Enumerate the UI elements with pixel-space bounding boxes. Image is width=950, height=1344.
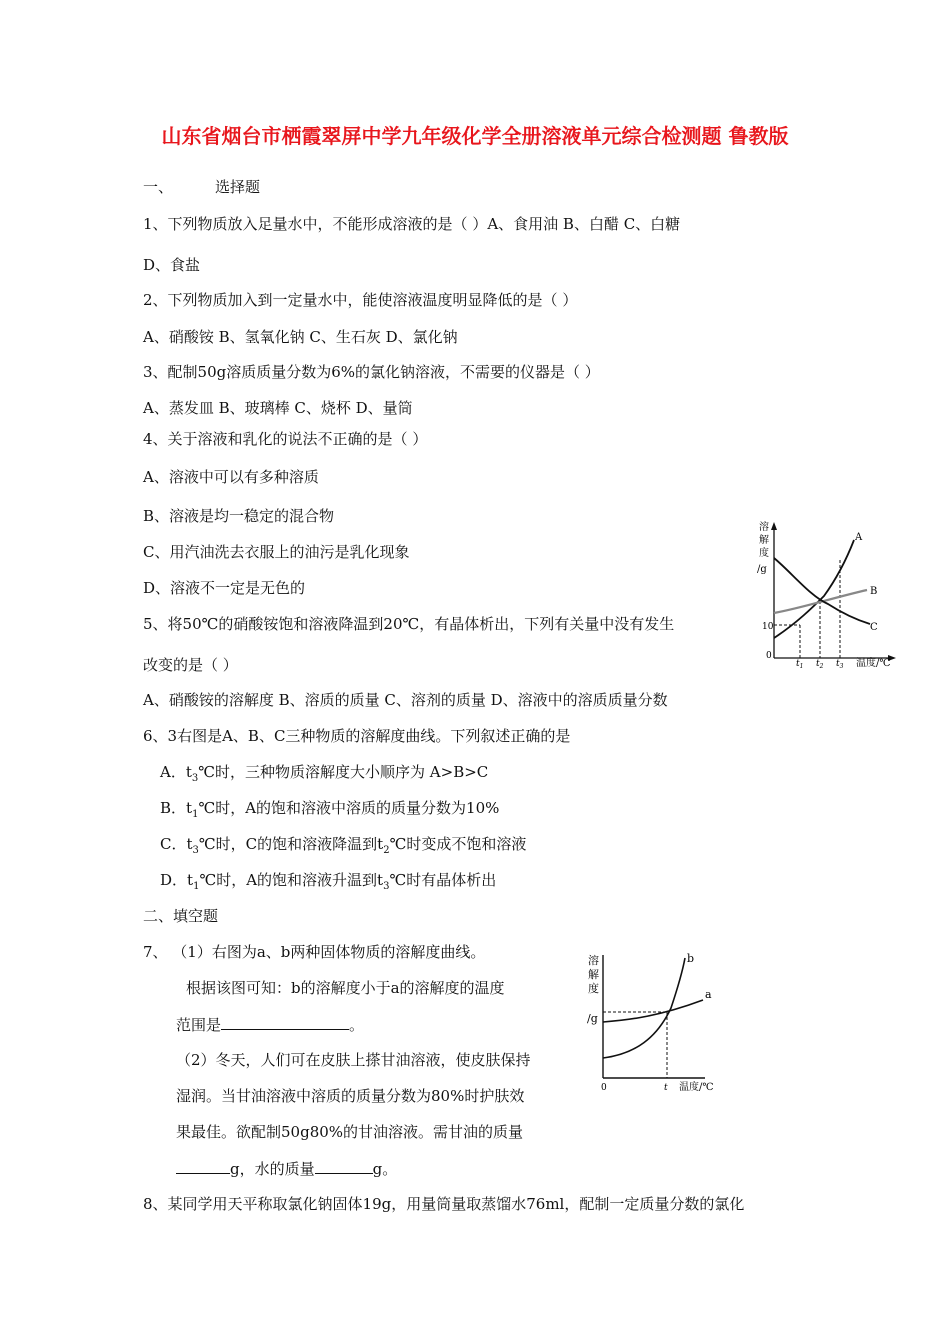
question-1-option-d: D、食盐 bbox=[143, 256, 201, 274]
answer-blank[interactable] bbox=[176, 1158, 230, 1174]
y-axis-arrow bbox=[771, 522, 777, 530]
question-4-option-c: C、用汽油洗去衣服上的油污是乳化现象 bbox=[143, 543, 410, 561]
question-6-option-b: B．$t_1℃$时，A的饱和溶液中溶质的质量分数为10% bbox=[160, 799, 500, 820]
curve-b bbox=[774, 590, 867, 613]
question-7-line-6: 果最佳。欲配制50g80%的甘油溶液。需甘油的质量 bbox=[176, 1123, 524, 1141]
question-5: 5、将50℃的硝酸铵饱和溶液降温到20℃，有晶体析出，下列有关量中没有发生 bbox=[143, 615, 675, 633]
question-6-option-c: C．$t_3℃$时，C的饱和溶液降温到$t_2℃$时变成不饱和溶液 bbox=[160, 835, 527, 856]
y-label-1: 溶 bbox=[759, 522, 769, 533]
question-4: 4、关于溶液和乳化的说法不正确的是（ ） bbox=[143, 430, 428, 448]
x-tick-t1: $t_1$ bbox=[796, 659, 804, 670]
section-name: 选择题 bbox=[215, 178, 261, 196]
y-label-4: /g bbox=[757, 564, 767, 575]
question-6-option-d: D．$t_1℃$时，A的饱和溶液升温到$t_3℃$时有晶体析出 bbox=[160, 871, 497, 892]
y-label-1: 溶 bbox=[588, 954, 599, 967]
x-tick-t3: $t_3$ bbox=[836, 659, 844, 670]
y-label-2: 解 bbox=[588, 968, 599, 981]
origin-label: 0 bbox=[766, 651, 772, 661]
question-3: 3、配制50g溶质质量分数为6%的氯化钠溶液，不需要的仪器是（ ） bbox=[143, 363, 600, 381]
question-7-line-1: 7、 （1）右图为a、b两种固体物质的溶解度曲线。 bbox=[143, 943, 486, 961]
x-axis-label: 温度/℃ bbox=[679, 1082, 714, 1093]
y-label-3: 度 bbox=[759, 548, 769, 559]
y-label-2: 解 bbox=[759, 535, 769, 546]
question-1: 1、下列物质放入足量水中，不能形成溶液的是（ ）A、食用油 B、白醋 C、白糖 bbox=[143, 215, 681, 233]
section-heading bbox=[143, 177, 260, 197]
question-2-options: A、硝酸铵 B、氢氧化钠 C、生石灰 D、氯化钠 bbox=[143, 328, 458, 346]
curve-label-b: b bbox=[687, 952, 695, 965]
section-2-heading: 二、填空题 bbox=[143, 907, 219, 925]
answer-blank[interactable] bbox=[221, 1014, 349, 1030]
curve-label-b: B bbox=[870, 586, 878, 597]
question-2: 2、下列物质加入到一定量水中，能使溶液温度明显降低的是（ ） bbox=[143, 291, 578, 309]
page-title: 山东省烟台市栖霞翠屏中学九年级化学全册溶液单元综合检测题 鲁教版 bbox=[161, 124, 789, 148]
curve-a bbox=[774, 540, 854, 638]
y-tick-10: 10 bbox=[762, 622, 774, 632]
question-7-line-7: g，水的质量 g。 bbox=[176, 1158, 397, 1179]
origin-label: 0 bbox=[601, 1083, 607, 1093]
curve-label-a: A bbox=[855, 532, 863, 543]
y-label-3: 度 bbox=[588, 982, 599, 995]
question-4-option-a: A、溶液中可以有多种溶质 bbox=[143, 468, 319, 486]
question-6-option-a: A．$t_3℃$时，三种物质溶解度大小顺序为 A>B>C bbox=[160, 763, 489, 784]
question-6: 6、3右图是A、B、C三种物质的溶解度曲线。下列叙述正确的是 bbox=[143, 727, 571, 745]
curve-b bbox=[603, 958, 685, 1058]
question-8: 8、某同学用天平称取氯化钠固体19g，用量筒量取蒸馏水76ml，配制一定质量分数的氯化 bbox=[143, 1195, 745, 1213]
solubility-graph-ab bbox=[585, 950, 730, 1095]
curve-label-c: C bbox=[870, 622, 878, 633]
solubility-graph-abc bbox=[752, 518, 932, 672]
x-axis-label: 温度/℃ bbox=[856, 658, 891, 669]
question-7-line-2: 根据该图可知：b的溶解度小于a的溶解度的温度 bbox=[186, 979, 505, 997]
y-label-4: /g bbox=[587, 1012, 598, 1025]
question-4-option-b: B、溶液是均一稳定的混合物 bbox=[143, 507, 335, 525]
section-number: 一、 bbox=[143, 178, 174, 196]
answer-blank[interactable] bbox=[315, 1158, 373, 1174]
curve-label-a: a bbox=[705, 988, 712, 1001]
question-5-cont: 改变的是（ ） bbox=[143, 656, 238, 674]
curve-c bbox=[774, 558, 870, 624]
question-4-option-d: D、溶液不一定是无色的 bbox=[143, 579, 306, 597]
question-7-line-4: （2）冬天，人们可在皮肤上搽甘油溶液，使皮肤保持 bbox=[176, 1051, 531, 1069]
question-7-line-5: 湿润。当甘油溶液中溶质的质量分数为80%时护肤效 bbox=[176, 1087, 525, 1105]
x-tick-t: t bbox=[664, 1083, 668, 1093]
x-tick-t2: $t_2$ bbox=[816, 659, 824, 670]
question-3-options: A、蒸发皿 B、玻璃棒 C、烧杯 D、量筒 bbox=[143, 399, 413, 417]
curve-a bbox=[603, 1000, 703, 1022]
question-5-options: A、硝酸铵的溶解度 B、溶质的质量 C、溶剂的质量 D、溶液中的溶质质量分数 bbox=[143, 691, 668, 709]
question-7-line-3: 范围是 。 bbox=[176, 1016, 365, 1034]
